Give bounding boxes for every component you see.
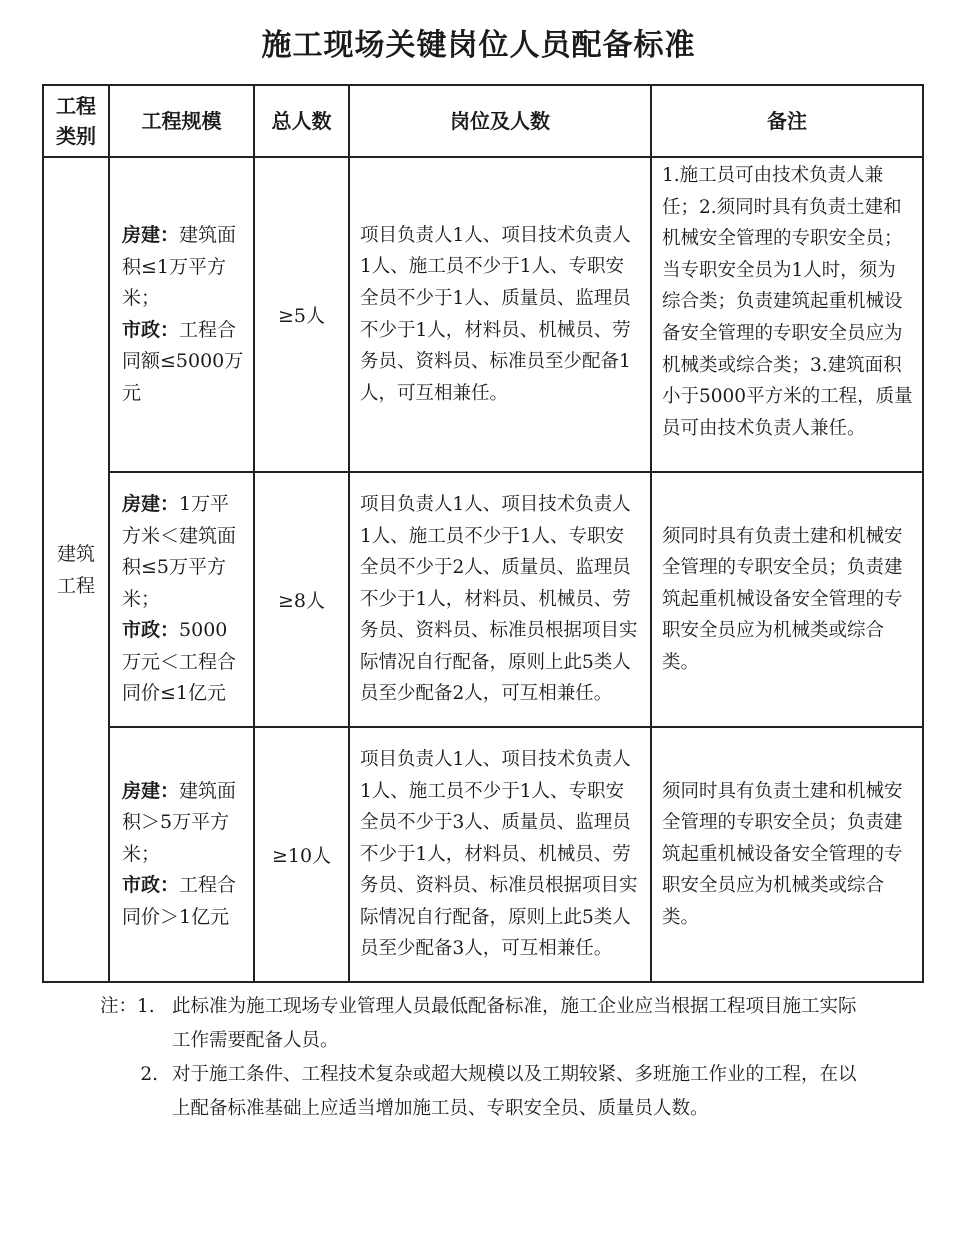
scale-muni-label: 市政： <box>122 619 180 642</box>
remarks-cell: 1.施工员可由技术负责人兼任；2.须同时具有负责土建和机械安全管理的专职安全员；当专职安全员为1人时，须为综合类；负责建筑起重机械设备安全管理的专职安全员应为机械类或综合类；3.建筑面积小于5000平方米的工程，质量员可由技术负责人兼任。 <box>651 157 923 472</box>
footnote-number: 2. <box>140 1064 158 1085</box>
remarks-cell: 须同时具有负责土建和机械安全管理的专职安全员；负责建筑起重机械设备安全管理的专职安全员应为机械类或综合类。 <box>651 727 923 982</box>
header-remarks: 备注 <box>651 85 923 157</box>
scale-cell <box>109 472 254 727</box>
category-cell: 建筑工程 <box>43 157 109 982</box>
scale-house-text: 建筑面积＞5万平方米； <box>122 779 237 865</box>
scale-muni-label: 市政： <box>122 318 180 341</box>
footnote-item <box>100 1058 860 1126</box>
footnotes <box>100 990 860 1126</box>
total-cell: ≥8人 <box>254 472 349 727</box>
scale-house-text: 建筑面积≤1万平方米； <box>122 224 237 309</box>
table-row <box>43 727 923 982</box>
scale-house-text: 1万平方米＜建筑面积≤5万平方米； <box>122 493 237 610</box>
footnote-text: 对于施工条件、工程技术复杂或超大规模以及工期较紧、多班施工作业的工程，在以上配备标准基础上应适当增加施工员、专职安全员、质量员人数。 <box>172 1064 857 1119</box>
footnote-prefix: 注： <box>100 996 138 1017</box>
header-category: 工程类别 <box>43 85 109 157</box>
scale-house-label: 房建： <box>122 224 180 246</box>
header-scale: 工程规模 <box>109 85 254 157</box>
staffing-standard-table <box>42 84 924 983</box>
scale-house-label: 房建： <box>122 493 180 516</box>
scale-house-label: 房建： <box>122 779 180 802</box>
header-posts: 岗位及人数 <box>349 85 651 157</box>
remarks-cell: 须同时具有负责土建和机械安全管理的专职安全员；负责建筑起重机械设备安全管理的专职安全员应为机械类或综合类。 <box>651 472 923 727</box>
page-title: 施工现场关键岗位人员配备标准 <box>261 28 696 63</box>
table-row <box>43 157 923 472</box>
footnote-item <box>100 990 860 1058</box>
scale-cell <box>109 727 254 982</box>
scale-cell <box>109 157 254 472</box>
scale-muni-label: 市政： <box>122 874 180 897</box>
table-row <box>43 472 923 727</box>
footnote-text: 此标准为施工现场专业管理人员最低配备标准，施工企业应当根据工程项目施工实际工作需要配备人员。 <box>172 996 857 1051</box>
posts-cell: 项目负责人1人、项目技术负责人1人、施工员不少于1人、专职安全员不少于1人、质量员、监理员不少于1人，材料员、机械员、劳务员、资料员、标准员至少配备1人，可互相兼任。 <box>349 157 651 472</box>
scale-muni-text: 工程合同价＞1亿元 <box>122 874 237 928</box>
posts-cell: 项目负责人1人、项目技术负责人1人、施工员不少于1人、专职安全员不少于3人、质量员、监理员不少于1人，材料员、机械员、劳务员、资料员、标准员根据项目实际情况自行配备，原则上此5类人员至少配备3人，可互相兼任。 <box>349 727 651 982</box>
scale-muni-text: 工程合同额≤5000万元 <box>122 318 244 404</box>
header-total: 总人数 <box>254 85 349 157</box>
total-cell: ≥10人 <box>254 727 349 982</box>
posts-cell: 项目负责人1人、项目技术负责人1人、施工员不少于1人、专职安全员不少于2人、质量员、监理员不少于1人，材料员、机械员、劳务员、资料员、标准员根据项目实际情况自行配备，原则上此5类人员至少配备2人，可互相兼任。 <box>349 472 651 727</box>
scale-muni-text: 5000万元＜工程合同价≤1亿元 <box>122 619 237 705</box>
total-cell: ≥5人 <box>254 157 349 472</box>
footnote-number: 1. <box>137 996 155 1017</box>
table-header-row <box>43 85 923 157</box>
